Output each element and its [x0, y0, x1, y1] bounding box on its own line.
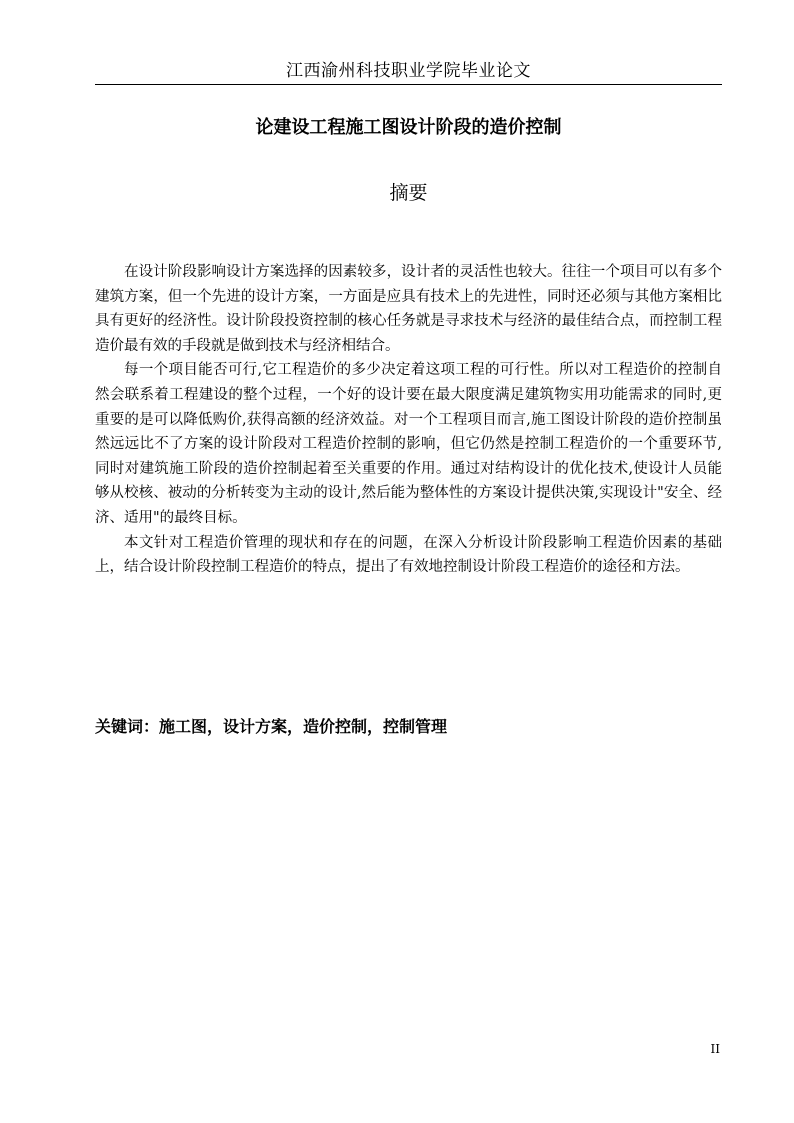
abstract-paragraph: 在设计阶段影响设计方案选择的因素较多，设计者的灵活性也较大。往往一个项目可以有多个建筑方案，但一个先进的设计方案，一方面是应具有技术上的先进性，同时还必须与其他方案相比具有更好的经济性。设计阶段投资控制的核心任务就是寻求技术与经济的最佳结合点，而控制工程造价最有效的手段就是做到技术与经济相结合。 — [95, 264, 722, 354]
thesis-title: 论建设工程施工图设计阶段的造价控制 — [255, 117, 562, 138]
abstract-heading: 摘要 — [389, 182, 428, 204]
abstract-paragraph: 每一个项目能否可行,它工程造价的多少决定着这项工程的可行性。所以对工程造价的控制自然会联系着工程建设的整个过程，一个好的设计要在最大限度满足建筑物实用功能需求的同时,更重要的是可以降低购价,获得高额的经济效益。对一个工程项目而言,施工图设计阶段的造价控制虽然远远比不了方案的设计阶段对工程造价控制的影响，但它仍然是控制工程造价的一个重要环节,同时对建筑施工阶段的造价控制起着至关重要的作用。通过对结构设计的优化技术,使设计人员能够从校核、被动的分析转变为主动的设计,然后能为整体性的方案设计提供决策,实现设计"安全、经济、适用"的最终目标。 — [95, 362, 722, 526]
keywords: 关键词：施工图，设计方案，造价控制，控制管理 — [95, 717, 448, 736]
running-header: 江西渝州科技职业学院毕业论文 — [286, 61, 531, 81]
page-number: II — [710, 1042, 720, 1056]
abstract-body — [95, 260, 722, 580]
abstract-paragraph: 本文针对工程造价管理的现状和存在的问题，在深入分析设计阶段影响工程造价因素的基础上，结合设计阶段控制工程造价的特点，提出了有效地控制设计阶段工程造价的途径和方法。 — [95, 534, 722, 576]
header-rule — [95, 84, 722, 85]
